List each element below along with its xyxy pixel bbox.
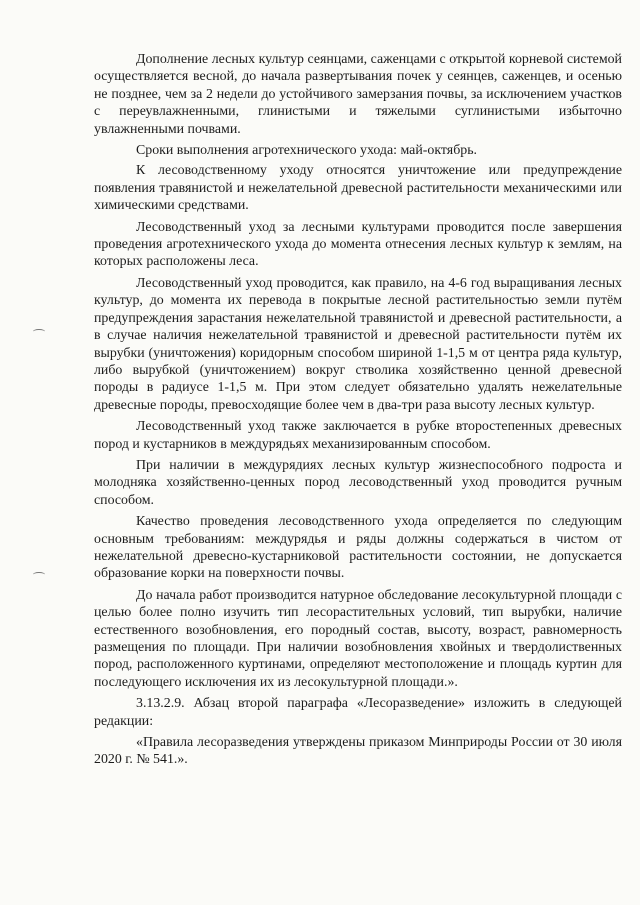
paragraph-silvicultural-care-definition: К лесоводственному уходу относятся уничтожение или предупреждение появления травянистой и нежелательной древесной растительности механическими или химическими средствами.: [94, 163, 622, 214]
paragraph-afforestation-rules: «Правила лесоразведения утверждены приказом Минприроды России от 30 июля 2020 г. № 541.».: [94, 735, 622, 768]
document-page: [94, 51, 622, 773]
paragraph-silvicultural-care-start: Лесоводственный уход за лесными культурами проводится после завершения проведения агротехнического ухода до момента отнесения лесных культур к землям, на которых расположены леса.: [94, 219, 622, 270]
paragraph-silvicultural-care-procedure: Лесоводственный уход проводится, как правило, на 4-6 год выращивания лесных культур, до момента их перевода в покрытые лесной растительностью земли путём предупреждения зарастания нежелательной травянистой и древесной растительности, а в случае наличия нежелательной травянистой и древесной растительности путём их вырубки (уничтожения) коридорным способом шириной 1-1,5 м от центра ряда культур, либо вырубкой (уничтожением) вокруг стволика хозяйственно ценной древесной породы в радиусе 1-1,5 м. При этом следует обязательно удалять нежелательные древесные породы, превосходящие более чем в два-три раза высоту лесных культур.: [94, 275, 622, 413]
margin-scan-mark: [33, 329, 45, 334]
paragraph-supplement-planting: Дополнение лесных культур сеянцами, саженцами с открытой корневой системой осуществляется весной, до начала развертывания почек у сеянцев, саженцев, и осенью не позднее, чем за 2 недели до устойчивого замерзания почвы, за исключением участков с переувлажненными, глинистыми и тяжелыми суглинистыми избыточно увлажненными почвами.: [94, 52, 622, 137]
margin-scan-mark: [33, 572, 45, 577]
paragraph-quality-requirements: Качество проведения лесоводственного ухода определяется по следующим основным требованиям: междурядья и ряды должны содержаться в чистом от нежелательной древесно-кустарниковой растительности состоянии, не допускается образование корки на поверхности почвы.: [94, 514, 622, 582]
paragraph-secondary-species-felling: Лесоводственный уход также заключается в рубке второстепенных древесных пород и кустарников в междурядьях механизированным способом.: [94, 419, 622, 452]
paragraph-amendment-3-13-2-9: 3.13.2.9. Абзац второй параграфа «Лесоразведение» изложить в следующей редакции:: [94, 696, 622, 729]
paragraph-field-survey: До начала работ производится натурное обследование лесокультурной площади с целью более полно изучить тип лесорастительных условий, тип вырубки, наличие естественного возобновления, его породный состав, высоту, возраст, равномерность размещения по площади. При наличии возобновления хвойных и твердолиственных пород, расположенного куртинами, определяют местоположение и площадь куртин для последующего исключения их из лесокультурной площади.».: [94, 587, 622, 690]
paragraph-agrotech-timing: Сроки выполнения агротехнического ухода: май-октябрь.: [136, 143, 478, 159]
paragraph-manual-method: При наличии в междурядиях лесных культур жизнеспособного подроста и молодняка хозяйственно-ценных пород лесоводственный уход проводится ручным способом.: [94, 457, 622, 508]
